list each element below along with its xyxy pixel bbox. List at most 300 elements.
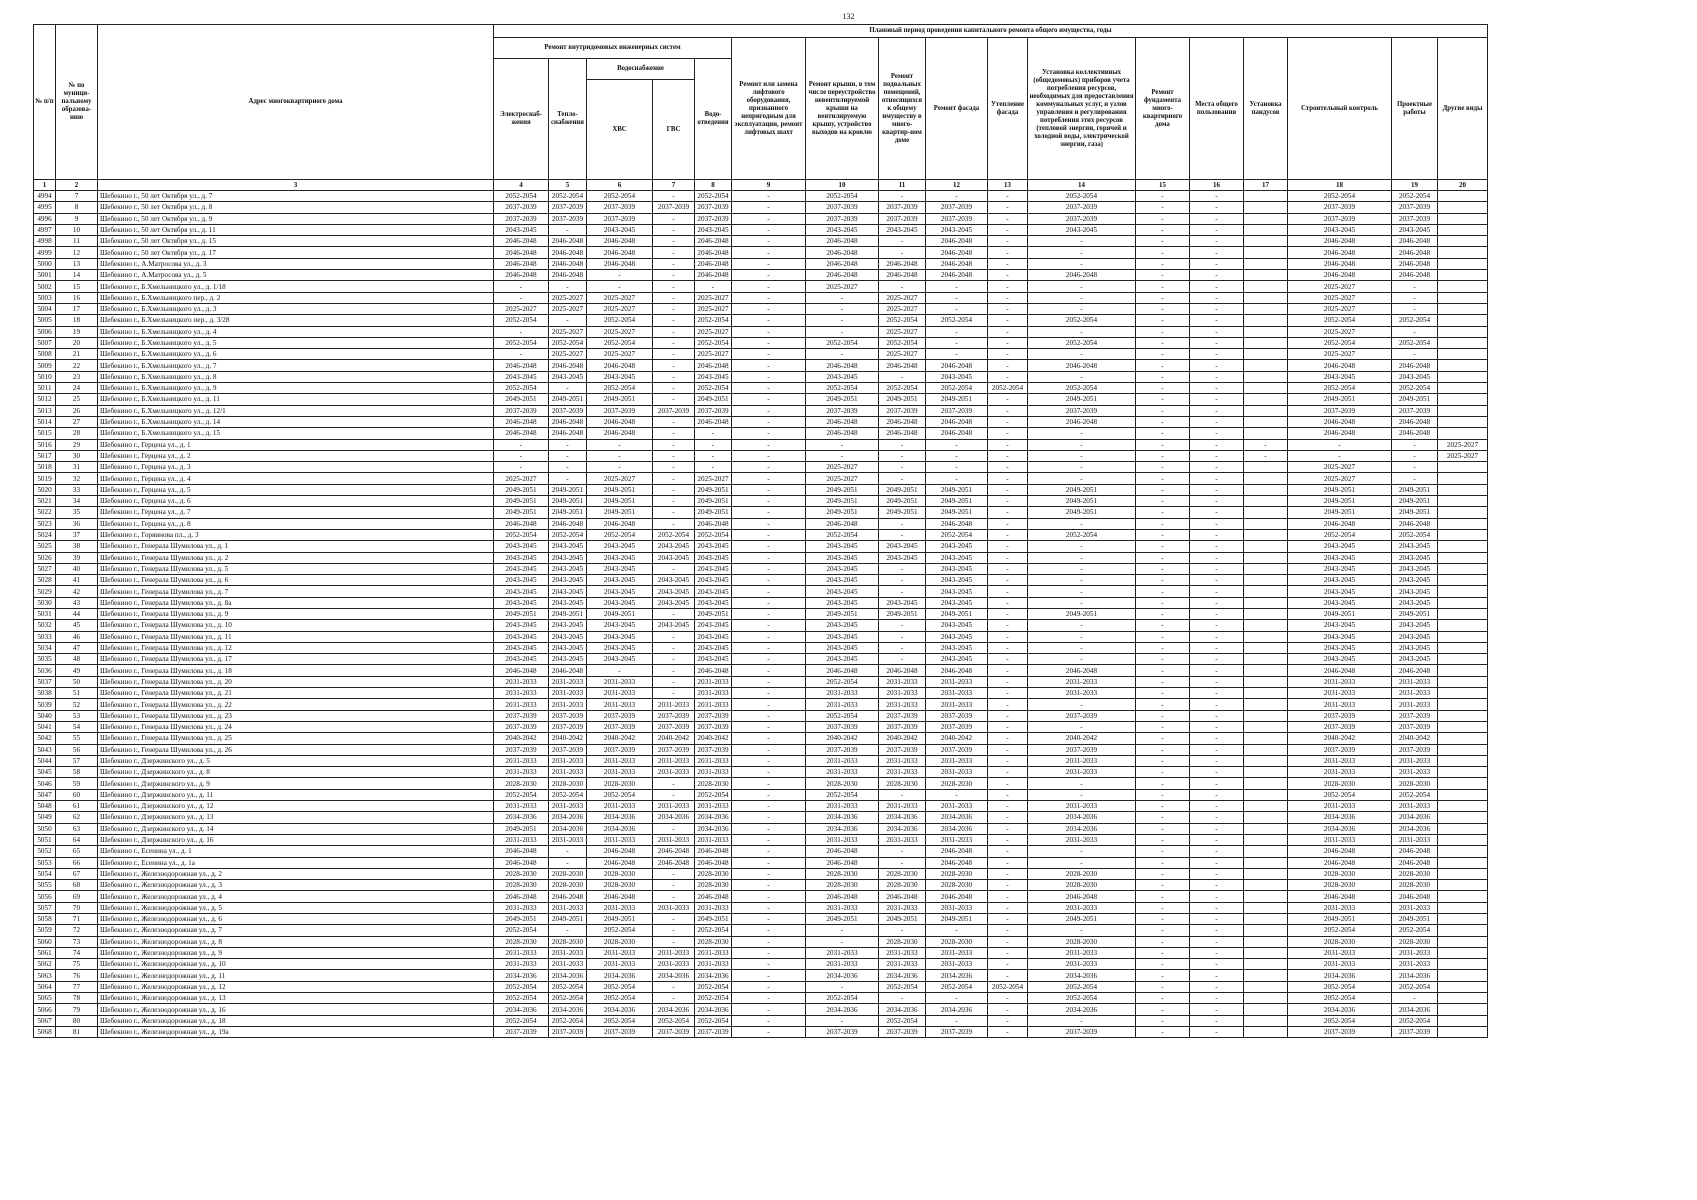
period-cell: 2043-2045: [806, 563, 879, 574]
period-cell: -: [732, 801, 806, 812]
column-number: 2: [56, 180, 98, 191]
period-cell: -: [879, 789, 926, 800]
address-cell: Шебекино г., Дзержинского ул., д. 5: [98, 755, 494, 766]
period-cell: -: [879, 620, 926, 631]
period-cell: -: [732, 846, 806, 857]
period-cell: 2028-2030: [587, 868, 653, 879]
period-cell: -: [653, 247, 695, 258]
row-number: 5032: [34, 620, 56, 631]
period-cell: 2043-2045: [1288, 654, 1392, 665]
period-cell: -: [1028, 428, 1136, 439]
period-cell: 2043-2045: [1288, 563, 1392, 574]
period-cell: 2031-2033: [926, 801, 988, 812]
period-cell: -: [1136, 349, 1190, 360]
table-row: [34, 597, 1488, 608]
mun-number: 44: [56, 608, 98, 619]
period-cell: 2043-2045: [549, 563, 587, 574]
header-engineering-systems: Ремонт внутридомовых инженерных систем: [494, 38, 732, 59]
period-cell: 2025-2027: [695, 349, 732, 360]
period-cell: 2052-2054: [549, 337, 587, 348]
period-cell: 2043-2045: [1392, 642, 1438, 653]
period-cell: 2031-2033: [879, 834, 926, 845]
table-row: [34, 620, 1488, 631]
period-cell: 2043-2045: [806, 552, 879, 563]
period-cell: 2046-2048: [653, 846, 695, 857]
period-cell: 2031-2033: [587, 699, 653, 710]
period-cell: 2025-2027: [494, 303, 549, 314]
table-row: [34, 699, 1488, 710]
period-cell: 2052-2054: [549, 993, 587, 1004]
period-cell: 2046-2048: [587, 846, 653, 857]
period-cell: -: [1190, 496, 1244, 507]
row-number: 5041: [34, 721, 56, 732]
period-cell: 2046-2048: [806, 236, 879, 247]
period-cell: 2052-2054: [695, 337, 732, 348]
period-cell: 2037-2039: [587, 721, 653, 732]
table-row: [34, 326, 1488, 337]
period-cell: -: [732, 484, 806, 495]
period-cell: 2025-2027: [806, 462, 879, 473]
period-cell: 2040-2042: [587, 733, 653, 744]
table-row: [34, 959, 1488, 970]
period-cell: [1244, 620, 1288, 631]
period-cell: 2052-2054: [806, 337, 879, 348]
table-row: [34, 496, 1488, 507]
period-cell: 2049-2051: [695, 608, 732, 619]
period-cell: 2052-2054: [879, 337, 926, 348]
period-cell: 2046-2048: [1392, 428, 1438, 439]
header-drain: Водо-отведения: [695, 59, 732, 180]
column-number: 6: [587, 180, 653, 191]
period-cell: -: [732, 292, 806, 303]
period-cell: 2043-2045: [926, 597, 988, 608]
period-cell: 2031-2033: [587, 902, 653, 913]
row-number: 5010: [34, 371, 56, 382]
period-cell: -: [1190, 925, 1244, 936]
period-cell: 2049-2051: [549, 608, 587, 619]
period-cell: 2031-2033: [695, 902, 732, 913]
period-cell: 2046-2048: [695, 846, 732, 857]
period-cell: 2031-2033: [806, 767, 879, 778]
period-cell: 2043-2045: [653, 575, 695, 586]
table-row: [34, 1015, 1488, 1026]
period-cell: 2028-2030: [1392, 778, 1438, 789]
period-cell: -: [1136, 270, 1190, 281]
period-cell: 2034-2036: [494, 812, 549, 823]
period-cell: 2046-2048: [1288, 891, 1392, 902]
period-cell: [1244, 823, 1288, 834]
period-cell: [1244, 733, 1288, 744]
period-cell: 2037-2039: [587, 710, 653, 721]
row-number: 5062: [34, 959, 56, 970]
address-cell: Шебекино г., Дзержинского ул., д. 12: [98, 801, 494, 812]
period-cell: [1438, 721, 1488, 732]
period-cell: [1438, 654, 1488, 665]
period-cell: -: [879, 642, 926, 653]
row-number: 5036: [34, 665, 56, 676]
row-number: 4997: [34, 224, 56, 235]
address-cell: Шебекино г., Б.Хмельницкого ул., д. 12/1: [98, 405, 494, 416]
period-cell: 2031-2033: [1288, 801, 1392, 812]
period-cell: -: [988, 303, 1028, 314]
period-cell: 2037-2039: [1028, 405, 1136, 416]
period-cell: 2025-2027: [549, 326, 587, 337]
period-cell: -: [1136, 586, 1190, 597]
period-cell: 2046-2048: [1288, 428, 1392, 439]
period-cell: 2028-2030: [806, 868, 879, 879]
period-cell: 2046-2048: [1392, 416, 1438, 427]
period-cell: -: [1028, 631, 1136, 642]
period-cell: [1244, 541, 1288, 552]
period-cell: 2028-2030: [587, 936, 653, 947]
period-cell: [1244, 699, 1288, 710]
period-cell: 2046-2048: [1028, 360, 1136, 371]
period-cell: 2046-2048: [926, 270, 988, 281]
period-cell: 2034-2036: [1392, 1004, 1438, 1015]
address-cell: Шебекино г., Железнодорожная ул., д. 16: [98, 1004, 494, 1015]
period-cell: 2052-2054: [806, 191, 879, 202]
period-cell: -: [1190, 891, 1244, 902]
period-cell: 2043-2045: [695, 552, 732, 563]
period-cell: [1244, 371, 1288, 382]
period-cell: 2028-2030: [549, 880, 587, 891]
period-cell: 2031-2033: [806, 755, 879, 766]
period-cell: [1438, 315, 1488, 326]
period-cell: 2034-2036: [549, 812, 587, 823]
period-cell: 2046-2048: [549, 258, 587, 269]
mun-number: 33: [56, 484, 98, 495]
period-cell: 2052-2054: [1288, 925, 1392, 936]
row-number: 5023: [34, 518, 56, 529]
period-cell: -: [1190, 823, 1244, 834]
period-cell: 2025-2027: [1438, 450, 1488, 461]
period-cell: 2040-2042: [695, 733, 732, 744]
period-cell: 2046-2048: [587, 891, 653, 902]
period-cell: 2025-2027: [695, 326, 732, 337]
period-cell: -: [879, 247, 926, 258]
row-number: 5001: [34, 270, 56, 281]
period-cell: 2031-2033: [806, 902, 879, 913]
table-row: [34, 191, 1488, 202]
period-cell: 2040-2042: [1028, 733, 1136, 744]
period-cell: -: [732, 812, 806, 823]
period-cell: -: [732, 586, 806, 597]
period-cell: 2040-2042: [926, 733, 988, 744]
period-cell: 2043-2045: [1288, 541, 1392, 552]
row-number: 4996: [34, 213, 56, 224]
table-row: [34, 608, 1488, 619]
period-cell: -: [653, 270, 695, 281]
period-cell: -: [879, 654, 926, 665]
address-cell: Шебекино г., Железнодорожная ул., д. 7: [98, 925, 494, 936]
period-cell: 2052-2054: [1288, 337, 1392, 348]
period-cell: -: [653, 281, 695, 292]
period-cell: 2028-2030: [926, 880, 988, 891]
period-cell: [1244, 496, 1288, 507]
period-cell: [1244, 191, 1288, 202]
period-cell: 2052-2054: [494, 191, 549, 202]
period-cell: 2049-2051: [587, 496, 653, 507]
address-cell: Шебекино г., Генерала Шумилова ул., д. 12: [98, 642, 494, 653]
period-cell: 2049-2051: [695, 394, 732, 405]
address-cell: Шебекино г., Генерала Шумилова ул., д. 23: [98, 710, 494, 721]
period-cell: -: [1190, 360, 1244, 371]
period-cell: -: [653, 665, 695, 676]
mun-number: 17: [56, 303, 98, 314]
period-cell: 2043-2045: [695, 586, 732, 597]
period-cell: [1438, 1026, 1488, 1037]
period-cell: -: [1028, 552, 1136, 563]
period-cell: 2037-2039: [549, 710, 587, 721]
period-cell: -: [653, 518, 695, 529]
period-cell: -: [1190, 767, 1244, 778]
period-cell: -: [494, 281, 549, 292]
header-ramps: Установка пандусов: [1244, 38, 1288, 180]
address-cell: Шебекино г., Герцена ул., д. 4: [98, 473, 494, 484]
period-cell: 2037-2039: [494, 213, 549, 224]
period-cell: 2052-2054: [1288, 383, 1392, 394]
address-cell: Шебекино г., Герцена ул., д. 8: [98, 518, 494, 529]
period-cell: -: [1136, 473, 1190, 484]
period-cell: 2049-2051: [926, 394, 988, 405]
period-cell: 2028-2030: [879, 936, 926, 947]
period-cell: -: [1190, 857, 1244, 868]
mun-number: 77: [56, 981, 98, 992]
period-cell: 2031-2033: [653, 699, 695, 710]
period-cell: 2049-2051: [926, 914, 988, 925]
mun-number: 76: [56, 970, 98, 981]
period-cell: 2049-2051: [1028, 507, 1136, 518]
period-cell: 2043-2045: [1028, 224, 1136, 235]
address-cell: Шебекино г., Генерала Шумилова ул., д. 9: [98, 608, 494, 619]
period-cell: 2049-2051: [926, 496, 988, 507]
period-cell: 2031-2033: [549, 834, 587, 845]
period-cell: 2031-2033: [653, 947, 695, 958]
period-cell: 2043-2045: [494, 541, 549, 552]
table-row: [34, 925, 1488, 936]
period-cell: -: [1136, 981, 1190, 992]
period-cell: -: [732, 416, 806, 427]
period-cell: -: [1136, 970, 1190, 981]
period-cell: [1244, 270, 1288, 281]
period-cell: 2049-2051: [1028, 394, 1136, 405]
mun-number: 40: [56, 563, 98, 574]
period-cell: 2031-2033: [653, 834, 695, 845]
period-cell: [1244, 880, 1288, 891]
period-cell: -: [1136, 755, 1190, 766]
period-cell: 2052-2054: [653, 529, 695, 540]
row-number: 5056: [34, 891, 56, 902]
period-cell: 2046-2048: [549, 891, 587, 902]
period-cell: 2043-2045: [587, 654, 653, 665]
period-cell: -: [1190, 258, 1244, 269]
period-cell: -: [1190, 586, 1244, 597]
period-cell: -: [732, 529, 806, 540]
mun-number: 50: [56, 676, 98, 687]
period-cell: [1244, 315, 1288, 326]
period-cell: 2034-2036: [1288, 1004, 1392, 1015]
period-cell: -: [1190, 518, 1244, 529]
period-cell: -: [988, 936, 1028, 947]
period-cell: 2049-2051: [926, 507, 988, 518]
period-cell: 2031-2033: [926, 959, 988, 970]
period-cell: 2037-2039: [926, 721, 988, 732]
mun-number: 58: [56, 767, 98, 778]
period-cell: [1244, 947, 1288, 958]
period-cell: -: [1288, 439, 1392, 450]
period-cell: 2037-2039: [494, 1026, 549, 1037]
period-cell: [1244, 416, 1288, 427]
period-cell: -: [988, 676, 1028, 687]
period-cell: 2052-2054: [1288, 1015, 1392, 1026]
period-cell: 2034-2036: [549, 823, 587, 834]
period-cell: [1244, 1004, 1288, 1015]
table-row: [34, 405, 1488, 416]
period-cell: 2052-2054: [587, 383, 653, 394]
period-cell: -: [587, 281, 653, 292]
address-cell: Шебекино г., Герцена ул., д. 2: [98, 450, 494, 461]
period-cell: 2037-2039: [879, 710, 926, 721]
period-cell: 2025-2027: [695, 292, 732, 303]
period-cell: 2049-2051: [1392, 496, 1438, 507]
period-cell: [1438, 496, 1488, 507]
period-cell: -: [653, 608, 695, 619]
period-cell: -: [988, 292, 1028, 303]
period-cell: 2037-2039: [806, 721, 879, 732]
period-cell: -: [988, 846, 1028, 857]
period-cell: -: [988, 688, 1028, 699]
mun-number: 20: [56, 337, 98, 348]
period-cell: 2052-2054: [587, 315, 653, 326]
period-cell: -: [732, 620, 806, 631]
mun-number: 53: [56, 710, 98, 721]
header-facade-insulation: Утепление фасада: [988, 38, 1028, 180]
period-cell: 2028-2030: [879, 868, 926, 879]
period-cell: 2046-2048: [1288, 360, 1392, 371]
period-cell: 2043-2045: [695, 563, 732, 574]
period-cell: -: [1136, 733, 1190, 744]
row-number: 4995: [34, 202, 56, 213]
row-number: 5003: [34, 292, 56, 303]
period-cell: 2043-2045: [549, 575, 587, 586]
period-cell: -: [732, 778, 806, 789]
address-cell: Шебекино г., 50 лет Октября ул., д. 7: [98, 191, 494, 202]
period-cell: 2025-2027: [695, 473, 732, 484]
period-cell: -: [1136, 224, 1190, 235]
period-cell: 2052-2054: [1288, 529, 1392, 540]
header-design-works: Проектные работы: [1392, 38, 1438, 180]
period-cell: -: [732, 676, 806, 687]
period-cell: -: [653, 236, 695, 247]
period-cell: 2052-2054: [494, 1015, 549, 1026]
period-cell: 2046-2048: [806, 270, 879, 281]
period-cell: -: [732, 631, 806, 642]
capital-repair-schedule-table: [33, 24, 1488, 1038]
period-cell: -: [1190, 349, 1244, 360]
period-cell: -: [988, 315, 1028, 326]
period-cell: 2046-2048: [549, 236, 587, 247]
period-cell: 2043-2045: [653, 620, 695, 631]
row-number: 5046: [34, 778, 56, 789]
period-cell: 2031-2033: [587, 959, 653, 970]
row-number: 5025: [34, 541, 56, 552]
period-cell: 2031-2033: [1028, 767, 1136, 778]
period-cell: 2046-2048: [1392, 518, 1438, 529]
table-row: [34, 676, 1488, 687]
header-other: Другие виды: [1438, 38, 1488, 180]
period-cell: 2031-2033: [1392, 801, 1438, 812]
period-cell: [1438, 868, 1488, 879]
period-cell: [1244, 507, 1288, 518]
period-cell: 2037-2039: [695, 405, 732, 416]
period-cell: 2031-2033: [494, 755, 549, 766]
period-cell: -: [1136, 416, 1190, 427]
period-cell: 2028-2030: [1288, 868, 1392, 879]
period-cell: 2046-2048: [494, 258, 549, 269]
period-cell: [1244, 846, 1288, 857]
period-cell: -: [988, 925, 1028, 936]
period-cell: -: [653, 507, 695, 518]
table-header: [34, 25, 1488, 191]
period-cell: 2028-2030: [806, 778, 879, 789]
mun-number: 59: [56, 778, 98, 789]
period-cell: [1438, 258, 1488, 269]
period-cell: 2049-2051: [494, 608, 549, 619]
period-cell: 2043-2045: [926, 371, 988, 382]
period-cell: -: [1136, 959, 1190, 970]
mun-number: 29: [56, 439, 98, 450]
period-cell: [1244, 721, 1288, 732]
table-row: [34, 868, 1488, 879]
period-cell: [1244, 484, 1288, 495]
mun-number: 34: [56, 496, 98, 507]
period-cell: -: [926, 450, 988, 461]
period-cell: -: [1136, 767, 1190, 778]
period-cell: 2034-2036: [695, 823, 732, 834]
address-cell: Шебекино г., Б.Хмельницкого ул., д. 11: [98, 394, 494, 405]
period-cell: 2034-2036: [653, 1004, 695, 1015]
header-foundation: Ремонт фундамента много-квартирного дома: [1136, 38, 1190, 180]
period-cell: 2046-2048: [1028, 270, 1136, 281]
period-cell: -: [653, 428, 695, 439]
period-cell: -: [1136, 383, 1190, 394]
address-cell: Шебекино г., Б.Хмельницкого ул., д. 14: [98, 416, 494, 427]
row-number: 5033: [34, 631, 56, 642]
period-cell: [1438, 857, 1488, 868]
period-cell: 2028-2030: [695, 778, 732, 789]
period-cell: -: [732, 1026, 806, 1037]
period-cell: 2037-2039: [695, 744, 732, 755]
period-cell: 2028-2030: [806, 880, 879, 891]
period-cell: 2052-2054: [1288, 981, 1392, 992]
period-cell: -: [988, 789, 1028, 800]
period-cell: 2025-2027: [587, 303, 653, 314]
period-cell: 2034-2036: [695, 812, 732, 823]
period-cell: -: [1028, 303, 1136, 314]
period-cell: -: [653, 383, 695, 394]
period-cell: -: [653, 416, 695, 427]
table-row: [34, 224, 1488, 235]
period-cell: [1244, 778, 1288, 789]
period-cell: -: [1136, 371, 1190, 382]
mun-number: 8: [56, 202, 98, 213]
mun-number: 21: [56, 349, 98, 360]
header-electro: Электроснаб-жения: [494, 59, 549, 180]
capital-repair-table-container: [33, 24, 1488, 1038]
period-cell: 2043-2045: [587, 631, 653, 642]
period-cell: -: [494, 349, 549, 360]
row-number: 5009: [34, 360, 56, 371]
